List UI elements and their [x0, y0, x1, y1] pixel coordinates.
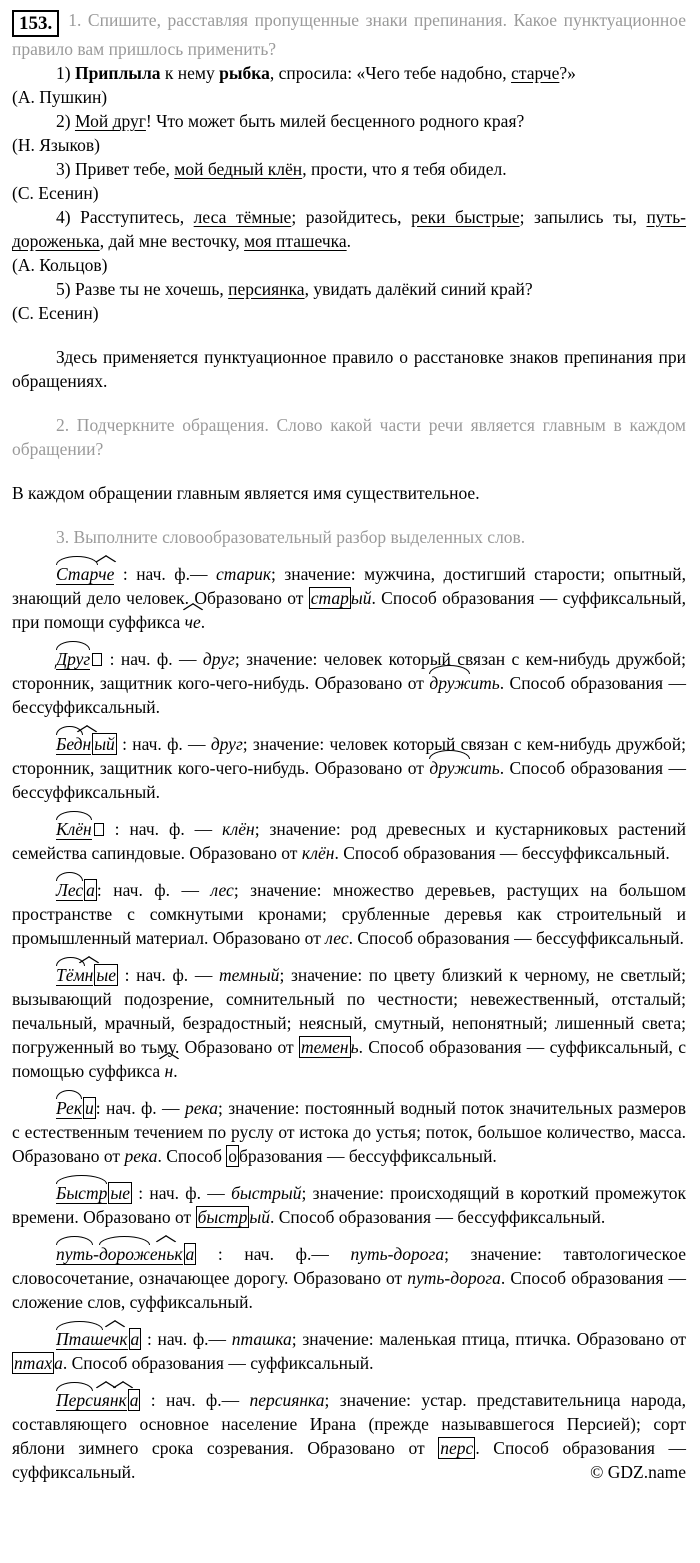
text-segment: к нему [160, 63, 220, 83]
text-segment: Клён [56, 819, 92, 839]
text-segment: старик [215, 564, 272, 584]
sentence-1-author: (А. Пушкин) [12, 87, 108, 107]
sentence-3 [12, 157, 686, 181]
text-segment: лес [210, 880, 234, 900]
text-segment: путь-дорога [350, 1244, 445, 1264]
text-segment: ; значение: постоянный водный поток значительных размеров с естественным течением по руслу от истока до устья; поток, большое количество, масса. Образовано от [12, 1098, 687, 1166]
task2-answer: В каждом обращении главным является имя существительное. [12, 483, 480, 503]
text-segment: . Способ образования — бессуффиксальный. [12, 673, 686, 717]
text-segment: : нач. ф. — [116, 734, 211, 754]
text-segment: , увидать далёкий синий край? [304, 279, 533, 299]
text-segment: перс [440, 1438, 474, 1458]
text-segment: путь-дорога [407, 1268, 501, 1288]
text-segment: друж [429, 673, 471, 693]
text-segment: : нач. ф.— [141, 1329, 232, 1349]
text-segment [92, 653, 102, 666]
text-segment: н [82, 734, 92, 754]
text-segment: , прости, что я тебя обидел. [302, 159, 507, 179]
text-segment: ! Что может быть милей бесценного родного края? [145, 111, 525, 131]
text-segment: . Способ образования — суффиксальный. [12, 1438, 686, 1482]
text-segment: друг [210, 734, 243, 754]
text-segment: Бед [56, 734, 83, 754]
text-segment: ый [94, 734, 115, 754]
text-segment: темен [301, 1037, 349, 1057]
text-segment: ; значение: род древесных и кустарниковых растений семейства сапиндовые. Образовано от [12, 819, 686, 863]
sentence-3-author: (С. Есенин) [12, 183, 99, 203]
text-segment: : нач. ф. — [104, 819, 223, 839]
text-segment: быстрый [231, 1183, 302, 1203]
text-segment: персиянка [249, 1390, 325, 1410]
text-segment: моя пташечка [244, 231, 347, 251]
text-segment: че [184, 612, 201, 632]
text-segment: бразования — бессуффиксальный. [239, 1146, 497, 1166]
text-segment: персиянка [228, 279, 305, 299]
text-segment: и [85, 1098, 94, 1118]
text-segment: ; значение: происходящий в короткий промежуток времени. Образовано от [12, 1183, 686, 1227]
text-segment: : нач. ф. — [131, 1183, 232, 1203]
text-segment: . Способ образования — бессуффиксальный. [12, 758, 686, 802]
entry-lesa [12, 878, 686, 950]
text-segment: а [185, 1244, 195, 1264]
text-segment: Мой друг [74, 111, 146, 131]
text-segment: ; значение: человек который связан с кем-нибудь дружбой; сторонник, защитник кого-чего-нибудь. Образовано от [12, 649, 686, 693]
task1-conclusion: Здесь применяется пунктуационное правило о расстановке знаков препинания при обращениях. [12, 347, 686, 391]
text-segment: ; разойдитесь, [291, 207, 412, 227]
text-segment: ить [470, 758, 500, 778]
text-segment: путь-дороженька [12, 207, 687, 251]
text-segment: Друг [56, 649, 91, 669]
text-segment: ить [470, 673, 500, 693]
text-segment: . Способ образования — суффиксальный, при помощи суффикса [12, 588, 686, 632]
text-segment: . Способ образования — бессуффиксальный. [269, 1207, 606, 1227]
text-segment: н [164, 1061, 174, 1081]
text-segment: река [124, 1146, 158, 1166]
text-segment: клён [301, 843, 335, 863]
text-segment: . Способ образования — сложение слов, суффиксальный. [12, 1268, 686, 1312]
text-segment: путь [56, 1244, 94, 1264]
task3-instruction: 3. Выполните словообразовательный разбор выделенных слов. [56, 527, 526, 547]
text-segment: 2) [56, 111, 75, 131]
text-segment: а [129, 1390, 139, 1410]
text-segment: ; значение: человек который связан с кем-нибудь дружбой; сторонник, защитник кого-чего-нибудь. Образовано от [12, 734, 686, 778]
text-segment: , спросила: «Чего тебе надобно, [269, 63, 512, 83]
entry-ptashechka [12, 1327, 686, 1375]
entry-starche [12, 562, 686, 634]
text-segment: . Способ образования — суффиксальный, с помощью суффикса [12, 1037, 687, 1081]
text-segment: друг [202, 649, 235, 669]
task1-instruction [12, 8, 686, 61]
text-segment: Тём [56, 965, 85, 985]
text-segment: еньк [149, 1244, 183, 1264]
text-segment: - [93, 1244, 99, 1264]
text-segment: Лес [56, 880, 84, 900]
text-segment: ; значение: тавтологическое словосочетание, означающее дорогу. Образовано от [12, 1244, 687, 1288]
text-segment: иян [92, 1390, 119, 1410]
text-segment: : нач. ф. — [96, 880, 211, 900]
text-segment: а [54, 1353, 63, 1373]
text-segment: : нач. ф.— [196, 1244, 351, 1264]
text-segment: мой бедный клён [174, 159, 303, 179]
entry-klyon [12, 817, 686, 865]
text-segment: ; значение: множество деревьев, растущих на большом пространстве с сомкнутыми кронами; срубленные деревья как строительный и промышленный материал. Образовано от [12, 880, 686, 948]
text-segment: рыбка [219, 63, 270, 83]
text-segment: ; значение: устар. представительница народа, составляющего основное население Ирана (прежде называвшегося Персией); сорт яблони зимнего срока созревания. Образовано от [12, 1390, 686, 1458]
text-segment: ые [110, 1183, 130, 1203]
text-segment: ; запылись ты, [519, 207, 647, 227]
text-segment: Пташ [56, 1329, 104, 1349]
text-segment: ?» [559, 63, 576, 83]
entry-bystrye [12, 1181, 686, 1229]
text-segment: ечк [103, 1329, 128, 1349]
text-segment: Перс [56, 1390, 93, 1410]
sentence-4-author: (А. Кольцов) [12, 255, 108, 275]
text-segment: ый [249, 1207, 270, 1227]
sentence-5-author: (С. Есенин) [12, 303, 99, 323]
text-segment [94, 823, 104, 836]
text-segment: . Способ образования — суффиксальный. [62, 1353, 374, 1373]
text-segment: птах [14, 1353, 53, 1373]
entry-tyomnye [12, 963, 686, 1083]
sentence-4 [12, 205, 686, 253]
text-segment: Рек [56, 1098, 83, 1118]
copyright: © GDZ.name [590, 1462, 686, 1482]
text-segment: ; значение: мужчина, достигший старости; опытный, знающий дело человек. Образовано от [12, 564, 687, 608]
text-segment: : нач. ф.— [114, 564, 216, 584]
text-segment: . [173, 1061, 178, 1081]
text-segment: . [346, 231, 352, 251]
text-segment: 4) Расступитесь, [56, 207, 194, 227]
text-segment: Стар [56, 564, 99, 584]
text-segment: : нач. ф. — [103, 649, 203, 669]
text-segment: леса тёмные [193, 207, 292, 227]
sentence-5 [12, 277, 686, 301]
text-segment: : нач. ф.— [140, 1390, 250, 1410]
text-segment: дорож [98, 1244, 150, 1264]
text-segment: старче [511, 63, 560, 83]
text-segment: лес [325, 928, 349, 948]
sentence-1 [12, 61, 686, 85]
text-segment: к [118, 1390, 127, 1410]
text-segment: 1) [56, 63, 75, 83]
text-segment: . Способ образования — бессуффиксальный. [348, 928, 684, 948]
text-segment: клён [222, 819, 255, 839]
text-segment: че [98, 564, 115, 584]
text-segment: : нач. ф. — [95, 1098, 185, 1118]
text-segment: стар [310, 588, 349, 608]
sentence-2-author: (Н. Языков) [12, 135, 101, 155]
entry-reki [12, 1096, 686, 1168]
text-segment: река [184, 1098, 218, 1118]
text-segment: друж [429, 758, 471, 778]
entry-bedny [12, 732, 686, 804]
task1-instruction-text: 1. Спишите, расставляя пропущенные знаки препинания. Какое пунктуационное правило вам пришлось применить? [12, 10, 686, 59]
text-segment: а [86, 880, 95, 900]
text-segment: быстр [197, 1207, 248, 1227]
text-segment: Быстр [56, 1183, 108, 1203]
text-segment: ые [96, 965, 116, 985]
text-segment: темный [219, 965, 280, 985]
entry-drug [12, 647, 686, 719]
text-segment: . Способ образования — бессуффиксальный. [334, 843, 670, 863]
text-segment: . [200, 612, 206, 632]
exercise-number-box: 153. [12, 10, 59, 37]
text-segment: н [84, 965, 94, 985]
text-segment: ь [350, 1037, 359, 1057]
text-segment: Приплыла [74, 63, 161, 83]
task2-instruction: 2. Подчеркните обращения. Слово какой части речи является главным в каждом обращении? [12, 415, 686, 459]
text-segment: а [130, 1329, 140, 1349]
text-segment: реки быстрые [411, 207, 520, 227]
sentence-2 [12, 109, 686, 133]
text-segment: ; значение: маленькая птица, птичка. Образовано от [291, 1329, 686, 1349]
text-segment: . Способ [157, 1146, 227, 1166]
text-segment: 3) Привет тебе, [56, 159, 175, 179]
text-segment: : нач. ф. — [117, 965, 220, 985]
text-segment: 5) Разве ты не хочешь, [56, 279, 229, 299]
text-segment: ый [350, 588, 372, 608]
entry-put-dorozhenka [12, 1242, 686, 1314]
text-segment: ; значение: по цвету близкий к черному, не светлый; вызывающий подозрение, сомнительный по честности; невежественный, отсталый; печальный, мрачный, безрадостный; неясный, смутный, непонятный; лишенный света; погруженный во тьму. Образовано от [12, 965, 687, 1057]
text-segment: пташка [231, 1329, 292, 1349]
text-segment: о [228, 1146, 238, 1166]
text-segment: , дай мне весточку, [99, 231, 245, 251]
